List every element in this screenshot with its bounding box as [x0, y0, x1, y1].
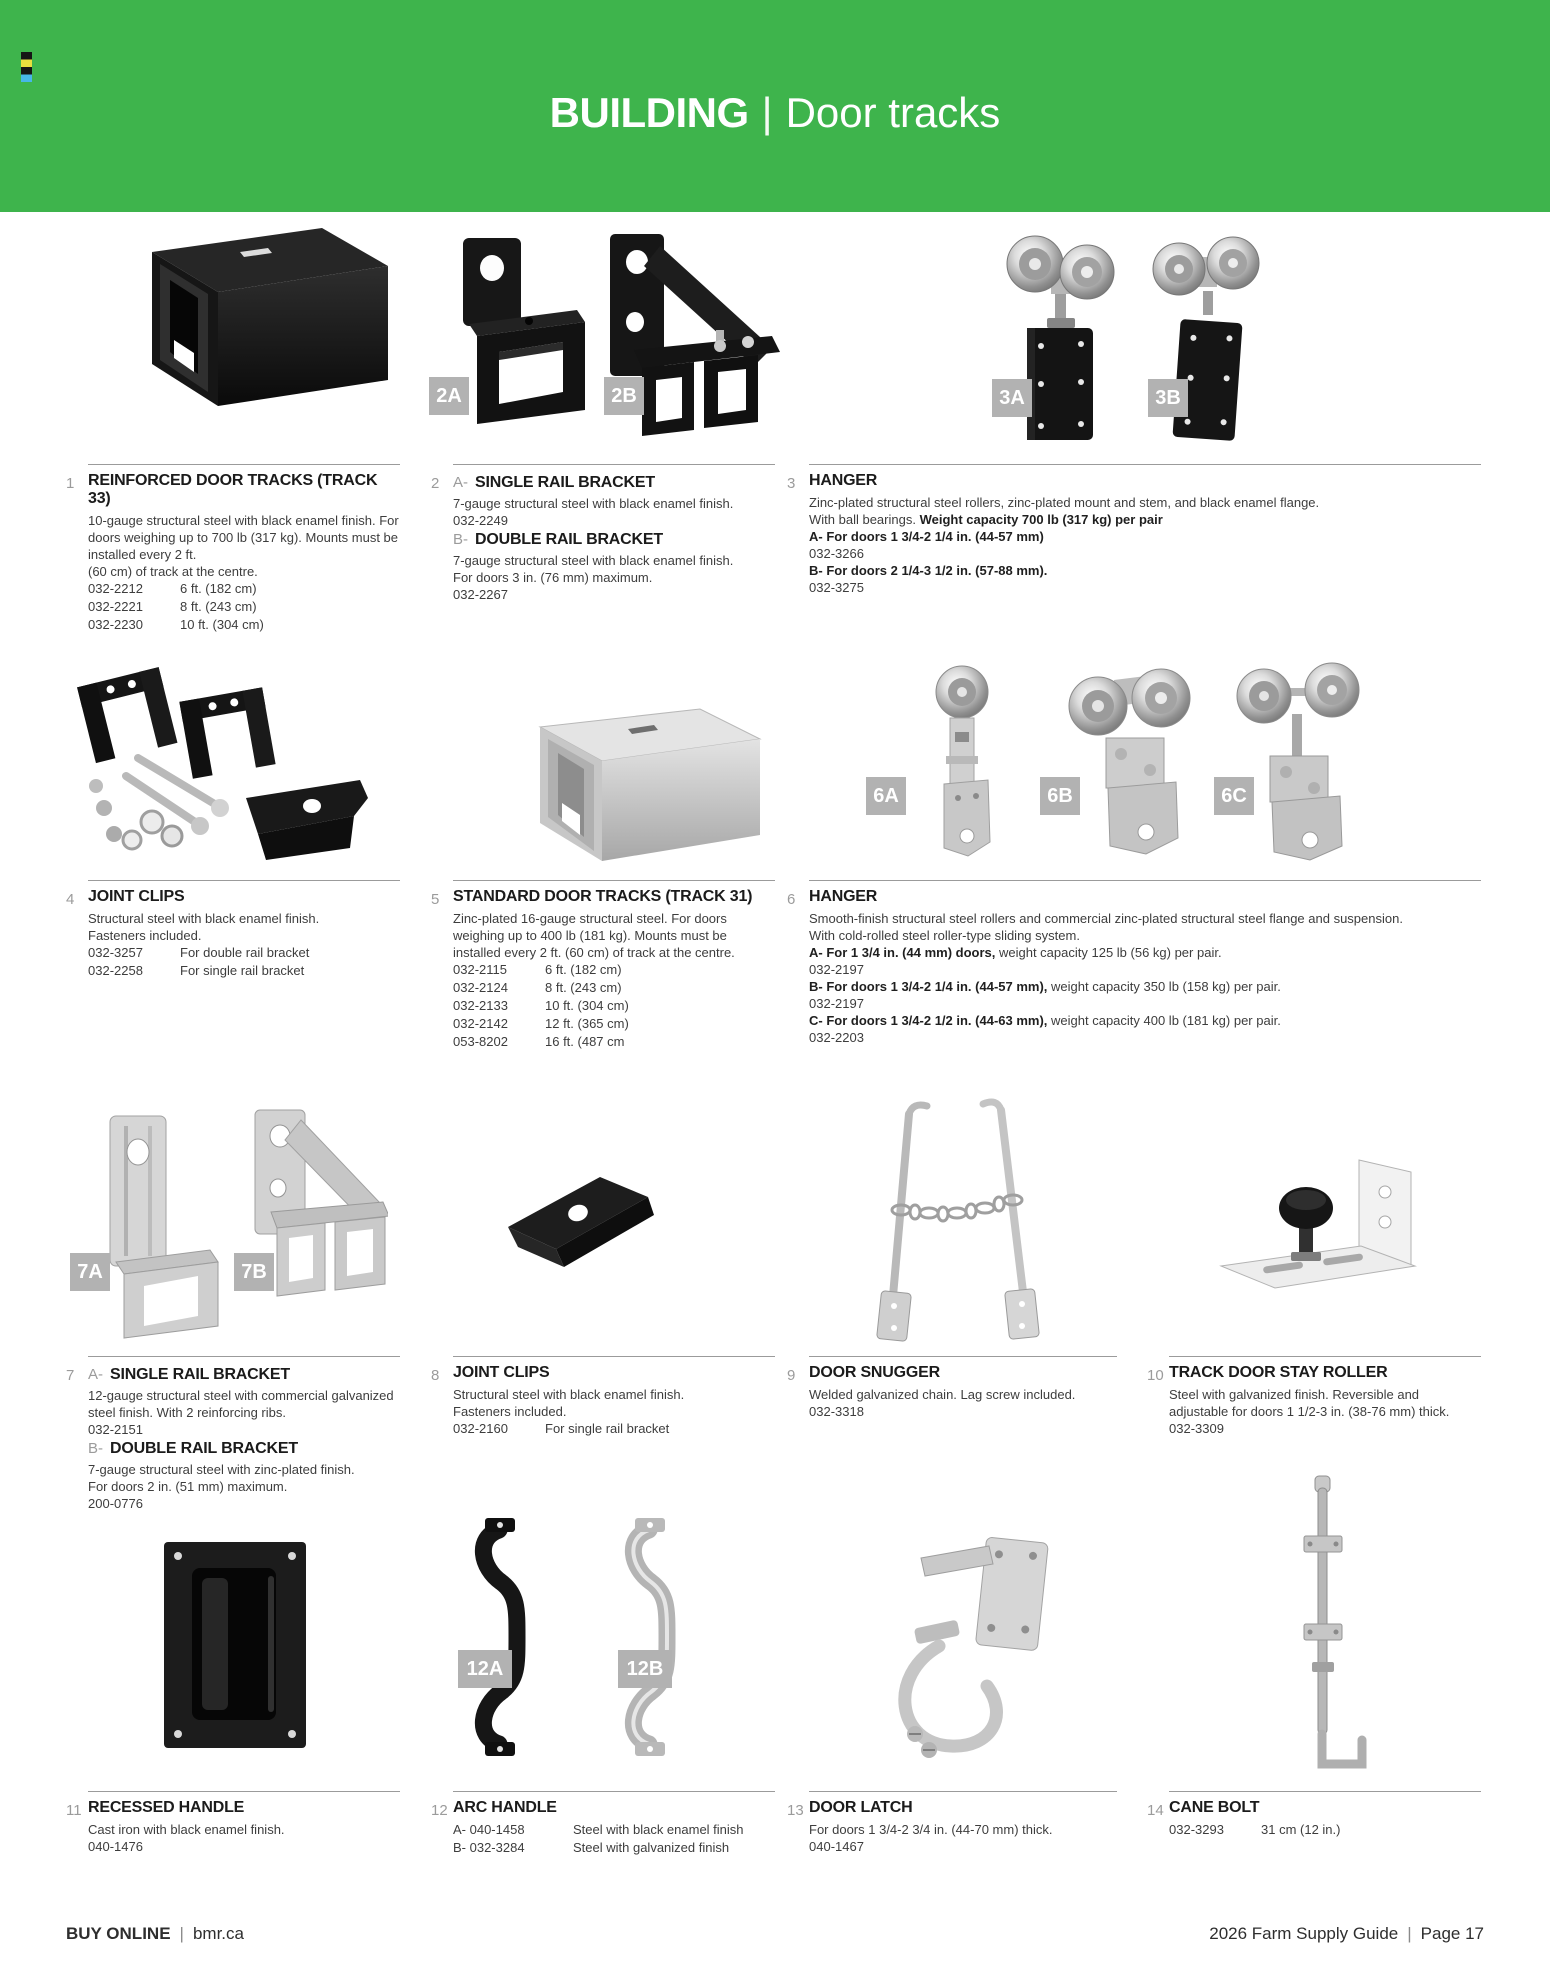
- item-text: Structural steel with black enamel finish.: [453, 1387, 685, 1402]
- page-number: Page 17: [1420, 1924, 1484, 1943]
- item-text: For doors 1 3/4-2 3/4 in. (44-70 mm) thick.: [809, 1822, 1053, 1837]
- item-text: With cold-rolled steel roller-type sliding system.: [809, 928, 1080, 943]
- double-rail-bracket-galvanized-image: [243, 1108, 388, 1348]
- joint-clips-image: [68, 658, 378, 868]
- item-text: Zinc-plated 16-gauge structural steel. For doors weighing up to 400 lb (181 kg). Mounts must be installed every 2 ft. (60 cm) of track at the centre.: [453, 911, 735, 960]
- part-code: 040-1476: [88, 1839, 143, 1854]
- arc-handle-black-image: [455, 1512, 560, 1767]
- part-code: 032-3318: [809, 1404, 864, 1419]
- arc-handle-black-svg: [455, 1512, 560, 1762]
- item-11-description: [66, 1791, 400, 1855]
- item-number: 1: [66, 475, 75, 492]
- part-code: 032-2151: [88, 1422, 143, 1437]
- item-title: HANGER: [809, 472, 878, 489]
- part-desc: 8 ft. (243 cm): [180, 599, 257, 614]
- hanger-3a-image: [995, 230, 1130, 450]
- item-text: Steel with galvanized finish. Reversible and adjustable for doors 1 1/2-3 in. (38-76 mm) thick.: [1169, 1387, 1450, 1419]
- tag-7a: 7A: [70, 1253, 110, 1291]
- item-number: 12: [431, 1802, 448, 1819]
- variant-a-line: A- For 1 3/4 in. (44 mm) doors, weight capacity 125 lb (56 kg) per pair.: [809, 945, 1222, 960]
- part-code: 032-2160: [453, 1421, 508, 1436]
- item-title: JOINT CLIPS: [88, 888, 185, 905]
- recessed-handle-image: [160, 1538, 310, 1758]
- item-title: ARC HANDLE: [453, 1799, 557, 1816]
- cane-bolt-svg: [1268, 1472, 1378, 1787]
- buy-online-label: BUY ONLINE: [66, 1924, 171, 1943]
- part-code: 032-2203: [809, 1030, 864, 1045]
- item-13-description: [787, 1791, 1117, 1855]
- part-desc: 31 cm (12 in.): [1261, 1822, 1341, 1837]
- item-number: 9: [787, 1367, 796, 1384]
- door-latch-image: [863, 1528, 1063, 1783]
- item-number: 7: [66, 1367, 75, 1384]
- tag-6c: 6C: [1214, 777, 1254, 815]
- sub-item-a-title: A- SINGLE RAIL BRACKET: [453, 474, 655, 491]
- item-2-description: [431, 464, 775, 603]
- part-code: 032-2115: [453, 962, 507, 977]
- part-code: 032-2142: [453, 1016, 508, 1031]
- arc-handle-galvanized-image: [605, 1512, 710, 1767]
- part-row: [88, 580, 400, 598]
- item-text: Fasteners included.: [453, 1404, 567, 1419]
- item-text: Fasteners included.: [88, 928, 202, 943]
- part-code: 032-3266: [809, 546, 864, 561]
- item-number: 8: [431, 1367, 440, 1384]
- part-desc: 16 ft. (487 cm: [545, 1034, 625, 1049]
- item-10-description: [1147, 1356, 1481, 1437]
- item-9-description: [787, 1356, 1117, 1420]
- standard-door-track-image: [488, 703, 768, 878]
- part-code: 040-1467: [809, 1839, 864, 1854]
- item-4-description: [66, 880, 400, 980]
- recessed-handle-svg: [160, 1538, 310, 1753]
- page-header: [0, 0, 1550, 212]
- part-desc: For single rail bracket: [180, 963, 305, 978]
- item-text: With ball bearings. Weight capacity 700 lb (317 kg) per pair: [809, 512, 1163, 527]
- item-number: 5: [431, 891, 440, 908]
- item-text: For doors 2 in. (51 mm) maximum.: [88, 1479, 288, 1494]
- variant-b-line: B- For doors 1 3/4-2 1/4 in. (44-57 mm), weight capacity 350 lb (158 kg) per pair.: [809, 979, 1281, 994]
- door-snugger-image: [853, 1092, 1063, 1362]
- footer-separator: |: [179, 1924, 184, 1943]
- item-title: RECESSED HANDLE: [88, 1799, 245, 1816]
- item-title: CANE BOLT: [1169, 1799, 1260, 1816]
- part-code: 053-8202: [453, 1034, 508, 1049]
- door-latch-svg: [863, 1528, 1063, 1778]
- item-3-description: [787, 464, 1481, 596]
- part-row: [88, 944, 400, 962]
- sub-item-b-title: B- DOUBLE RAIL BRACKET: [453, 531, 663, 548]
- item-text: Smooth-finish structural steel rollers and commercial zinc-plated structural steel flange and suspension.: [809, 911, 1403, 926]
- part-code: 032-2230: [88, 617, 143, 632]
- footer-separator: |: [1407, 1924, 1412, 1943]
- tag-2b: 2B: [604, 377, 644, 415]
- item-title: DOOR LATCH: [809, 1799, 913, 1816]
- item-number: 2: [431, 475, 440, 492]
- part-code: 032-2258: [88, 963, 143, 978]
- sub-item-b-title: B- DOUBLE RAIL BRACKET: [88, 1440, 298, 1457]
- part-row: [453, 997, 775, 1015]
- item-8-description: [431, 1356, 775, 1438]
- item-text: 7-gauge structural steel with black enamel finish.: [453, 553, 734, 568]
- variant-a-line: A- For doors 1 3/4-2 1/4 in. (44-57 mm): [809, 529, 1044, 544]
- page-title: [0, 90, 1550, 136]
- item-number: 4: [66, 891, 75, 908]
- joint-clip-single-image: [498, 1163, 668, 1283]
- item-text: For doors 3 in. (76 mm) maximum.: [453, 570, 653, 585]
- part-row: [88, 962, 400, 980]
- joint-clip-single-svg: [498, 1163, 668, 1278]
- item-6-description: [787, 880, 1481, 1046]
- part-row: [88, 598, 400, 616]
- item-12-description: [431, 1791, 775, 1857]
- item-title: REINFORCED DOOR TRACKS (TRACK 33): [88, 472, 378, 507]
- part-desc: 12 ft. (365 cm): [545, 1016, 629, 1031]
- section-title: BUILDING: [549, 89, 749, 136]
- part-code: 032-2197: [809, 996, 864, 1011]
- cane-bolt-image: [1268, 1472, 1378, 1792]
- tag-2a: 2A: [429, 377, 469, 415]
- item-text: Cast iron with black enamel finish.: [88, 1822, 285, 1837]
- part-code: 032-2197: [809, 962, 864, 977]
- part-desc: 10 ft. (304 cm): [180, 617, 264, 632]
- footer-left: [66, 1924, 244, 1944]
- sub-item-a-title: A- SINGLE RAIL BRACKET: [88, 1366, 290, 1383]
- tag-6b: 6B: [1040, 777, 1080, 815]
- track-door-stay-roller-svg: [1203, 1148, 1433, 1323]
- hanger-6c-image: [1228, 660, 1368, 873]
- part-row: [453, 979, 775, 997]
- part-desc: 8 ft. (243 cm): [545, 980, 622, 995]
- item-text: 7-gauge structural steel with black enamel finish.: [453, 496, 734, 511]
- hanger-6a-svg: [912, 660, 1022, 870]
- item-text: 12-gauge structural steel with commercial galvanized steel finish. With 2 reinforcing ribs.: [88, 1388, 394, 1420]
- hanger-6c-svg: [1228, 660, 1368, 868]
- part-row: [453, 1839, 775, 1857]
- part-code: 032-2124: [453, 980, 508, 995]
- item-number: 10: [1147, 1367, 1164, 1384]
- title-separator: |: [761, 89, 773, 136]
- part-row: [453, 1420, 775, 1438]
- tag-12b: 12B: [618, 1650, 672, 1688]
- part-code: 032-3293: [1169, 1822, 1224, 1837]
- part-desc: For double rail bracket: [180, 945, 310, 960]
- variant-b-line: B- For doors 2 1/4-3 1/2 in. (57-88 mm).: [809, 563, 1048, 578]
- part-desc: 6 ft. (182 cm): [545, 962, 622, 977]
- item-number: 13: [787, 1802, 804, 1819]
- tag-6a: 6A: [866, 777, 906, 815]
- part-code: 032-2133: [453, 998, 508, 1013]
- item-number: 6: [787, 891, 796, 908]
- track-door-stay-roller-image: [1203, 1148, 1433, 1328]
- part-code: A- 040-1458: [453, 1822, 525, 1837]
- joint-clips-svg: [68, 658, 378, 863]
- item-title: DOOR SNUGGER: [809, 1364, 940, 1381]
- part-row: [88, 616, 400, 634]
- single-rail-bracket-galvanized-image: [92, 1110, 222, 1345]
- part-code: B- 032-3284: [453, 1840, 525, 1855]
- part-row: [453, 1821, 775, 1839]
- item-14-description: [1147, 1791, 1481, 1839]
- single-rail-bracket-galvanized-svg: [92, 1110, 222, 1340]
- door-snugger-svg: [853, 1092, 1063, 1357]
- item-title: HANGER: [809, 888, 878, 905]
- item-text: 10-gauge structural steel with black enamel finish. For doors weighing up to 700 lb (317 kg). Mounts must be installed every 2 ft.: [88, 513, 399, 562]
- part-desc: 10 ft. (304 cm): [545, 998, 629, 1013]
- tag-12a: 12A: [458, 1650, 512, 1688]
- guide-label: 2026 Farm Supply Guide: [1209, 1924, 1399, 1943]
- part-row: [453, 1015, 775, 1033]
- part-desc: For single rail bracket: [545, 1421, 670, 1436]
- item-text: 7-gauge structural steel with zinc-plated finish.: [88, 1462, 355, 1477]
- tag-3a: 3A: [992, 379, 1032, 417]
- print-registration-mark: [21, 52, 32, 82]
- part-code: 032-2267: [453, 587, 508, 602]
- part-code: 032-3309: [1169, 1421, 1224, 1436]
- tag-3b: 3B: [1148, 379, 1188, 417]
- site-link[interactable]: bmr.ca: [192, 1924, 244, 1943]
- part-row: [453, 1033, 775, 1051]
- item-number: 3: [787, 475, 796, 492]
- item-number: 14: [1147, 1802, 1164, 1819]
- item-7-description: [66, 1356, 400, 1512]
- hanger-6b-svg: [1058, 662, 1203, 867]
- item-text: (60 cm) of track at the centre.: [88, 564, 258, 579]
- part-desc: Steel with galvanized finish: [573, 1840, 730, 1855]
- reinforced-door-track-image: [90, 222, 400, 447]
- part-code: 032-3257: [88, 945, 143, 960]
- part-desc: 6 ft. (182 cm): [180, 581, 257, 596]
- tag-7b: 7B: [234, 1253, 274, 1291]
- item-text: Zinc-plated structural steel rollers, zinc-plated mount and stem, and black enamel flange.: [809, 495, 1320, 510]
- part-code: 032-2212: [88, 581, 143, 596]
- item-title: TRACK DOOR STAY ROLLER: [1169, 1364, 1388, 1381]
- hanger-6b-image: [1058, 662, 1203, 872]
- part-row: [453, 961, 775, 979]
- item-title: STANDARD DOOR TRACKS (TRACK 31): [453, 888, 753, 905]
- footer-right: [1209, 1924, 1484, 1944]
- item-text: Structural steel with black enamel finish.: [88, 911, 320, 926]
- item-title: JOINT CLIPS: [453, 1364, 550, 1381]
- arc-handle-galvanized-svg: [605, 1512, 710, 1762]
- part-code: 200-0776: [88, 1496, 143, 1511]
- item-5-description: [431, 880, 775, 1051]
- part-row: [1169, 1821, 1481, 1839]
- part-desc: Steel with black enamel finish: [573, 1822, 744, 1837]
- item-number: 11: [66, 1802, 82, 1819]
- topic-title: Door tracks: [785, 89, 1001, 136]
- reinforced-door-track-svg: [90, 222, 400, 442]
- variant-c-line: C- For doors 1 3/4-2 1/2 in. (44-63 mm), weight capacity 400 lb (181 kg) per pair.: [809, 1013, 1281, 1028]
- part-code: 032-2221: [88, 599, 143, 614]
- part-code: 032-2249: [453, 513, 508, 528]
- part-code: 032-3275: [809, 580, 864, 595]
- item-text: Welded galvanized chain. Lag screw included.: [809, 1387, 1076, 1402]
- standard-door-track-svg: [488, 703, 768, 873]
- item-1-description: [66, 464, 400, 634]
- double-rail-bracket-galvanized-svg: [243, 1108, 388, 1343]
- hanger-6a-image: [912, 660, 1022, 875]
